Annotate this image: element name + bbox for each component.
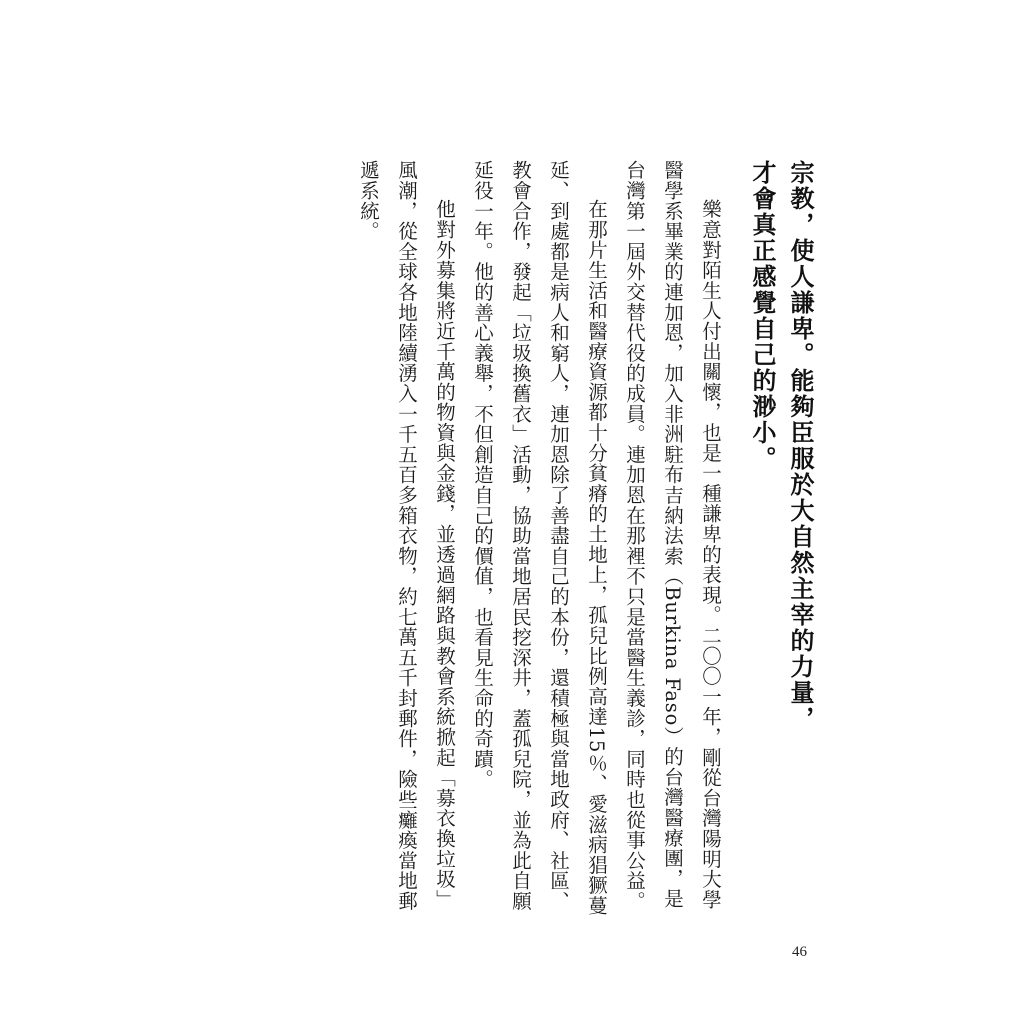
heading-line-1: 宗教，使人謙卑。能夠臣服於大自然主宰的力量， [786,160,814,732]
body-text [349,160,729,920]
vertical-text-block [349,160,819,920]
chapter-heading [743,160,819,920]
paragraph-1: 樂意對陌生人付出關懷，也是一種謙卑的表現。二〇〇一年，剛從台灣陽明大學醫學系畢業的連加恩，加入非洲駐布吉納法索（Burkina Faso）的台灣醫療團，是台灣第一屆外交替代役的成員。連加恩在那裡不只是當醫生義診，同時也從事公益。 [623,160,722,912]
paragraph-3: 他對外募集將近千萬的物資與金錢，並透過網路與教會系統掀起「募衣換垃圾」風潮，從全球各地陸續湧入一千五百多箱衣物，約七萬五千封郵件，險些癱瘓當地郵遞系統。 [357,160,456,912]
paragraph-2: 在那片生活和醫療資源都十分貧瘠的土地上，孤兒比例高達15％、愛滋病猖獗蔓延、到處都是病人和窮人，連加恩除了善盡自己的本份，還積極與當地政府、社區、教會合作，發起「垃圾換舊衣」活動，協助當地居民挖深井，蓋孤兒院，並為此自願延役一年。他的善心義舉，不但創造自己的價值，也看見生命的奇蹟。 [471,160,608,916]
page-number: 46 [792,944,807,960]
heading-line-2: 才會真正感覺自己的渺小。 [748,160,776,472]
